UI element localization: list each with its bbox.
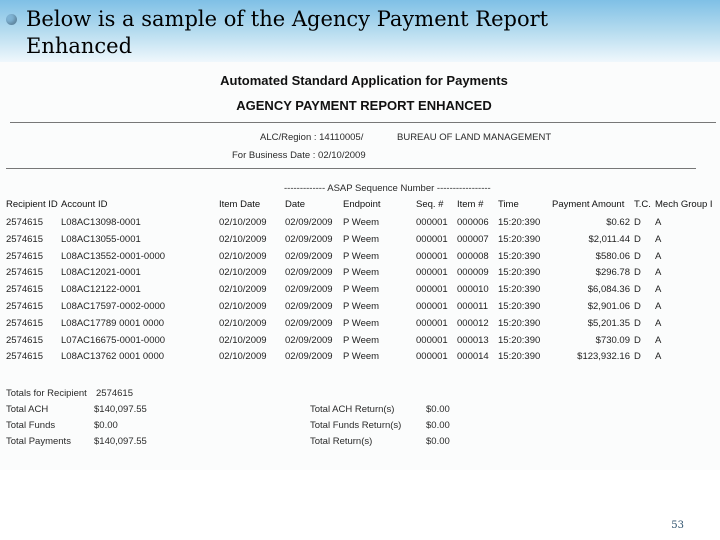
table-cell: 000001 (416, 317, 448, 329)
table-cell: D (634, 217, 641, 228)
table-cell: 2574615 (6, 351, 43, 363)
table-cell: 02/09/2009 (285, 334, 333, 346)
divider (6, 168, 696, 169)
total-ach-label: Total ACH (6, 404, 49, 415)
table-cell: D (634, 284, 641, 296)
table-cell: $123,932.16 (577, 351, 630, 363)
table-cell: 000001 (416, 267, 448, 279)
table-cell: 02/09/2009 (285, 250, 333, 262)
table-row (0, 251, 720, 267)
table-cell: 02/09/2009 (285, 217, 333, 228)
table-cell: P Weem (343, 233, 380, 245)
totals-recipient-id: 2574615 (96, 388, 133, 399)
table-cell: P Weem (343, 351, 380, 363)
table-cell: L08AC17597-0002-0000 (61, 301, 166, 312)
table-cell: $6,084.36 (587, 284, 630, 296)
table-cell: D (634, 233, 641, 245)
column-header: Account ID (61, 199, 108, 210)
table-cell: 02/10/2009 (219, 301, 267, 312)
table-cell: 02/09/2009 (285, 267, 333, 279)
table-cell: 02/09/2009 (285, 233, 333, 245)
table-cell: L08AC13552-0001-0000 (61, 250, 166, 262)
table-cell: 000010 (457, 284, 489, 296)
table-cell: 15:20:390 (498, 317, 541, 329)
table-cell: 000001 (416, 301, 448, 312)
table-cell: $296.78 (595, 267, 630, 279)
table-cell: 000007 (457, 233, 489, 245)
bullet-icon (6, 14, 17, 25)
table-cell: A (655, 334, 662, 346)
table-cell: L08AC17789 0001 0000 (61, 317, 165, 329)
total-returns-label: Total Return(s) (310, 436, 373, 447)
table-cell: 02/10/2009 (219, 250, 267, 262)
table-cell: L08AC12021-0001 (61, 267, 141, 279)
table-header (0, 199, 720, 215)
table-cell: 15:20:390 (498, 351, 541, 363)
column-header: Seq. # (416, 199, 444, 210)
divider (10, 122, 716, 123)
table-cell: D (634, 317, 641, 329)
table-cell: 02/10/2009 (219, 351, 267, 363)
report-image (0, 62, 720, 470)
table-cell: D (634, 267, 641, 279)
table-row (0, 267, 720, 283)
table-cell: L08AC13098-0001 (61, 217, 141, 228)
total-funds-return-value: $0.00 (426, 420, 450, 431)
table-cell: 2574615 (6, 301, 43, 312)
column-header: Endpoint (343, 199, 381, 210)
table-cell: 000006 (457, 217, 489, 228)
total-payments-label: Total Payments (6, 436, 71, 447)
table-cell: 000013 (457, 334, 489, 346)
table-cell: 000014 (457, 351, 489, 363)
total-ach-return-value: $0.00 (426, 404, 450, 415)
table-cell: P Weem (343, 267, 380, 279)
table-cell: P Weem (343, 301, 380, 312)
table-cell: 02/10/2009 (219, 334, 267, 346)
report-subtitle: AGENCY PAYMENT REPORT ENHANCED (236, 98, 492, 113)
table-cell: 000008 (457, 250, 489, 262)
table-cell: 000001 (416, 233, 448, 245)
table-cell: 15:20:390 (498, 250, 541, 262)
table-cell: D (634, 334, 641, 346)
table-cell: $580.06 (595, 250, 630, 262)
table-cell: L08AC13055-0001 (61, 233, 141, 245)
table-cell: A (655, 250, 662, 262)
table-row (0, 301, 720, 317)
table-cell: 2574615 (6, 233, 43, 245)
table-cell: $2,011.44 (588, 233, 630, 245)
sequence-header: ------------- ASAP Sequence Number ----------------- (284, 183, 491, 194)
total-payments-value: $140,097.55 (94, 436, 147, 447)
totals-recipient-label: Totals for Recipient (6, 388, 87, 399)
table-cell: L08AC12122-0001 (61, 284, 141, 296)
table-cell: D (634, 250, 641, 262)
table-cell: 000001 (416, 334, 448, 346)
table-cell: 02/10/2009 (219, 284, 267, 296)
table-cell: 000001 (416, 284, 448, 296)
total-funds-label: Total Funds (6, 420, 56, 431)
total-returns-value: $0.00 (426, 436, 450, 447)
table-cell: 02/10/2009 (219, 317, 267, 329)
table-row (0, 284, 720, 300)
table-cell: 000001 (416, 351, 448, 363)
table-cell: P Weem (343, 250, 380, 262)
business-date: For Business Date : 02/10/2009 (232, 150, 366, 161)
total-ach-return-label: Total ACH Return(s) (310, 404, 395, 415)
page-number: 53 (671, 520, 684, 531)
table-cell: 02/09/2009 (285, 301, 333, 312)
table-cell: 02/09/2009 (285, 351, 333, 363)
alc-region: ALC/Region : 14110005/ (260, 132, 364, 143)
table-cell: A (655, 317, 662, 329)
table-cell: 2574615 (6, 250, 43, 262)
table-row (0, 234, 720, 250)
table-cell: 02/09/2009 (285, 284, 333, 296)
table-cell: 02/10/2009 (219, 217, 267, 228)
table-cell: A (655, 284, 662, 296)
column-header: Item Date (219, 199, 261, 210)
total-funds-return-label: Total Funds Return(s) (310, 420, 402, 431)
table-cell: 000001 (416, 217, 448, 228)
table-cell: L07AC16675-0001-0000 (61, 334, 166, 346)
table-cell: D (634, 301, 641, 312)
table-cell: P Weem (343, 217, 380, 228)
table-cell: A (655, 217, 662, 228)
table-cell: 000009 (457, 267, 489, 279)
table-cell: 2574615 (6, 267, 43, 279)
table-cell: 000011 (457, 301, 488, 312)
table-cell: 15:20:390 (498, 301, 541, 312)
table-cell: 02/10/2009 (219, 267, 267, 279)
table-cell: 15:20:390 (498, 284, 541, 296)
column-header: T.C. (634, 199, 651, 210)
table-cell: 15:20:390 (498, 334, 541, 346)
total-funds-value: $0.00 (94, 420, 118, 431)
table-cell: 15:20:390 (498, 267, 541, 279)
slide-title-text: Below is a sample of the Agency Payment Report Enhanced (26, 7, 549, 58)
table-cell: $730.09 (595, 334, 630, 346)
table-row (0, 318, 720, 334)
table-cell: 2574615 (6, 217, 43, 228)
column-header: Time (498, 199, 519, 210)
report-title: Automated Standard Application for Payments (220, 73, 508, 88)
table-cell: $0.62 (606, 217, 630, 228)
table-cell: 2574615 (6, 317, 43, 329)
table-row (0, 217, 720, 233)
table-cell: $5,201.35 (587, 317, 630, 329)
column-header: Mech Group I (655, 199, 713, 210)
table-cell: A (655, 301, 662, 312)
table-cell: 000001 (416, 250, 448, 262)
table-cell: A (655, 233, 662, 245)
table-cell: 000012 (457, 317, 489, 329)
table-cell: 02/10/2009 (219, 233, 267, 245)
table-cell: P Weem (343, 284, 380, 296)
table-cell: 15:20:390 (498, 217, 541, 228)
table-cell: A (655, 267, 662, 279)
table-cell: P Weem (343, 317, 380, 329)
table-cell: P Weem (343, 334, 380, 346)
table-row (0, 351, 720, 367)
table-cell: 2574615 (6, 334, 43, 346)
column-header: Recipient ID (6, 199, 58, 210)
column-header: Item # (457, 199, 484, 210)
table-cell: D (634, 351, 641, 363)
table-cell: 2574615 (6, 284, 43, 296)
slide-title (6, 6, 646, 60)
table-row (0, 335, 720, 351)
bureau-name: BUREAU OF LAND MANAGEMENT (397, 132, 552, 143)
table-cell: A (655, 351, 662, 363)
table-cell: 15:20:390 (498, 233, 541, 245)
table-cell: 02/09/2009 (285, 317, 333, 329)
table-cell: L08AC13762 0001 0000 (61, 351, 165, 363)
column-header: Date (285, 199, 306, 210)
total-ach-value: $140,097.55 (94, 404, 147, 415)
table-cell: $2,901.06 (587, 301, 630, 312)
column-header: Payment Amount (552, 199, 625, 210)
